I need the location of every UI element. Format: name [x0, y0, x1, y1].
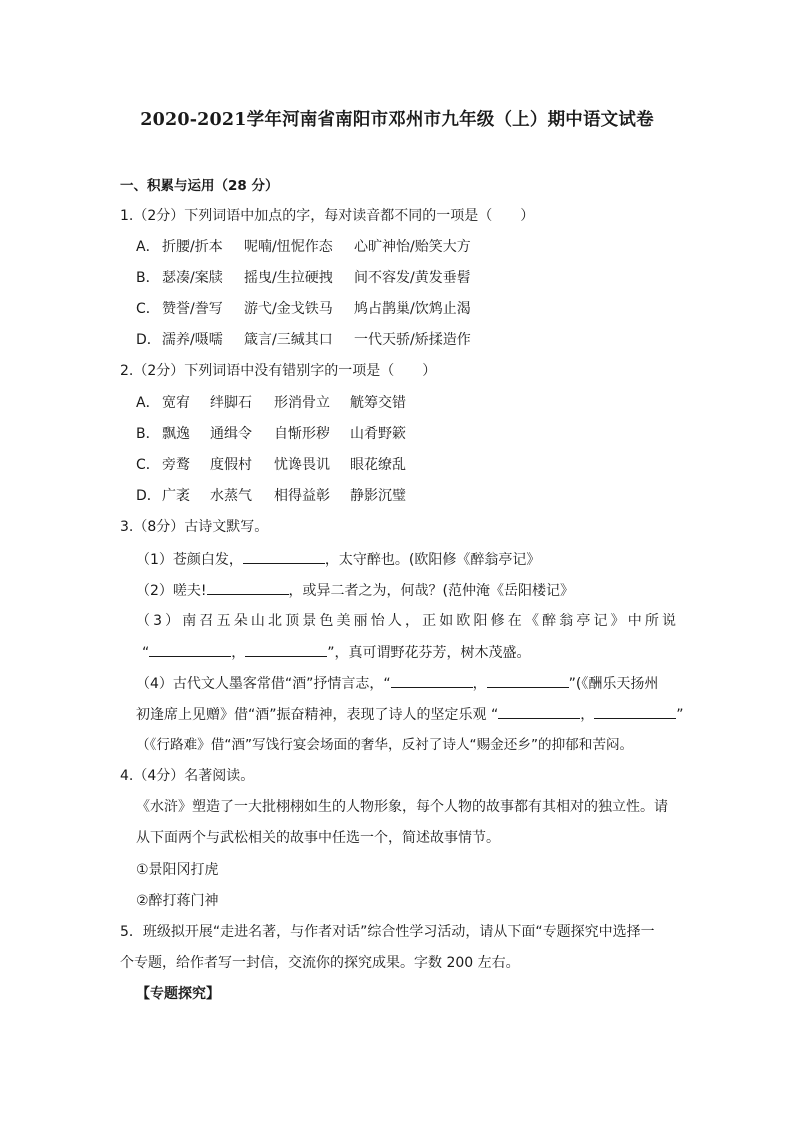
option-word: 相得益彰	[274, 488, 330, 504]
q2-option-c	[136, 455, 406, 475]
option-label: A．	[136, 239, 160, 255]
q3-item-4-end: （《行路难》借“酒”写饯行宴会场面的奢华，反衬了诗人“赐金还乡”的抑郁和苦闷。	[136, 737, 634, 753]
option-word: 旁鹜	[162, 457, 190, 473]
option-word: 形消骨立	[274, 395, 330, 411]
option-word: 游弋/金戈铁马	[244, 301, 333, 317]
answer-blank[interactable]	[245, 642, 327, 657]
option-word: 自惭形秽	[274, 426, 330, 442]
q3-item-4-cont	[136, 704, 683, 725]
q3-item-3: （3）南召五朵山北顶景色美丽怡人，正如欧阳修在《醉翁亭记》中所说	[136, 613, 676, 629]
answer-blank[interactable]	[207, 580, 289, 595]
q1-option-b	[136, 268, 471, 288]
answer-blank[interactable]	[498, 704, 580, 719]
q3-text: 初逢席上见赠》借“酒”振奋精神，表现了诗人的坚定乐观 “	[136, 707, 499, 723]
q3-item-2	[136, 580, 574, 601]
option-word: 鸠占鹊巢/饮鸩止渴	[354, 301, 471, 317]
q5-paragraph: 5．班级拟开展“走进名著，与作者对话”综合性学习活动，请从下面“专题探究中选择一	[120, 924, 655, 940]
q1-option-c	[136, 299, 471, 319]
q3-text: ，或异二者之为，何哉？(范仲淹《岳阳楼记》	[288, 583, 574, 599]
answer-blank[interactable]	[594, 704, 676, 719]
option-word: 飘逸	[162, 426, 190, 442]
option-word: 水蒸气	[210, 488, 252, 504]
page-title: 2020-2021学年河南省南阳市邓州市九年级（上）期中语文试卷	[140, 110, 654, 130]
option-word: 濡养/嗫嚅	[162, 332, 223, 348]
option-label: A．	[136, 395, 160, 411]
q4-choice-2: ②醉打蒋门神	[136, 893, 219, 909]
answer-blank[interactable]	[243, 549, 325, 564]
q3-item-4	[136, 673, 658, 694]
option-label: C．	[136, 457, 160, 473]
q1-option-a	[136, 237, 471, 257]
option-word: 眼花缭乱	[350, 457, 406, 473]
option-label: B．	[136, 426, 160, 442]
option-word: 一代天骄/矫揉造作	[354, 332, 471, 348]
q3-text: ，	[580, 707, 595, 723]
option-word: 忧谗畏讥	[274, 457, 330, 473]
q3-text: ”(《酬乐天扬州	[568, 676, 659, 692]
q2-option-d	[136, 486, 406, 506]
option-word: 箴言/三缄其口	[244, 332, 333, 348]
q3-text: ，	[231, 645, 246, 661]
answer-blank[interactable]	[391, 673, 473, 688]
section-heading: 一、积累与运用（28 分）	[120, 178, 279, 194]
answer-blank[interactable]	[487, 673, 569, 688]
q4-stem: 4.（4分）名著阅读。	[120, 768, 255, 784]
option-word: 度假村	[210, 457, 252, 473]
option-word: 山肴野簌	[350, 426, 406, 442]
option-word: 摇曳/生拉硬拽	[244, 270, 333, 286]
q4-paragraph: 《水浒》塑造了一大批栩栩如生的人物形象，每个人物的故事都有其相对的独立性。请	[136, 799, 668, 815]
q3-text: “	[142, 645, 150, 661]
option-word: 绊脚石	[210, 395, 252, 411]
q3-text: ”	[676, 707, 684, 723]
q3-text: ”，真可谓野花芬芳，树木茂盛。	[327, 645, 531, 661]
q2-option-b	[136, 424, 406, 444]
q3-stem: 3.（8分）古诗文默写。	[120, 519, 269, 535]
q5-paragraph: 个专题，给作者写一封信，交流你的探究成果。字数 200 左右。	[120, 955, 520, 971]
option-word: 觥筹交错	[350, 395, 406, 411]
q2-stem: 2.（2分）下列词语中没有错别字的一项是（ ）	[120, 363, 437, 379]
q3-text: （2）嗟夫!	[136, 583, 207, 599]
option-label: B．	[136, 270, 160, 286]
option-word: 赞誉/誊写	[162, 301, 223, 317]
q3-item-1	[136, 549, 540, 570]
q4-paragraph: 从下面两个与武松相关的故事中任选一个，简述故事情节。	[136, 830, 500, 846]
q3-text: ，	[472, 676, 487, 692]
option-label: C．	[136, 301, 160, 317]
q4-choice-1: ①景阳冈打虎	[136, 862, 219, 878]
q5-topic-heading: 【专题探究】	[136, 986, 220, 1002]
option-word: 宽宥	[162, 395, 190, 411]
q1-stem: 1.（2分）下列词语中加点的字，每对读音都不同的一项是（ ）	[120, 208, 535, 224]
q3-text: ，太守醉也。(欧阳修《醉翁亭记》	[324, 552, 541, 568]
option-label: D．	[136, 332, 161, 348]
option-word: 广袤	[162, 488, 190, 504]
option-word: 瑟凑/案牍	[162, 270, 223, 286]
q3-text: （4）古代文人墨客常借“酒”抒情言志，“	[136, 676, 391, 692]
option-label: D．	[136, 488, 161, 504]
q2-option-a	[136, 393, 406, 413]
q3-text: （1）苍颜白发，	[136, 552, 243, 568]
answer-blank[interactable]	[149, 642, 231, 657]
option-word: 呢喃/忸怩作态	[244, 239, 333, 255]
q3-item-3-cont	[142, 642, 531, 663]
option-word: 折腰/折本	[162, 239, 223, 255]
option-word: 间不容发/黄发垂髫	[354, 270, 471, 286]
option-word: 静影沉璧	[350, 488, 406, 504]
q1-option-d	[136, 330, 471, 350]
option-word: 心旷神怡/贻笑大方	[354, 239, 471, 255]
option-word: 通缉令	[210, 426, 252, 442]
